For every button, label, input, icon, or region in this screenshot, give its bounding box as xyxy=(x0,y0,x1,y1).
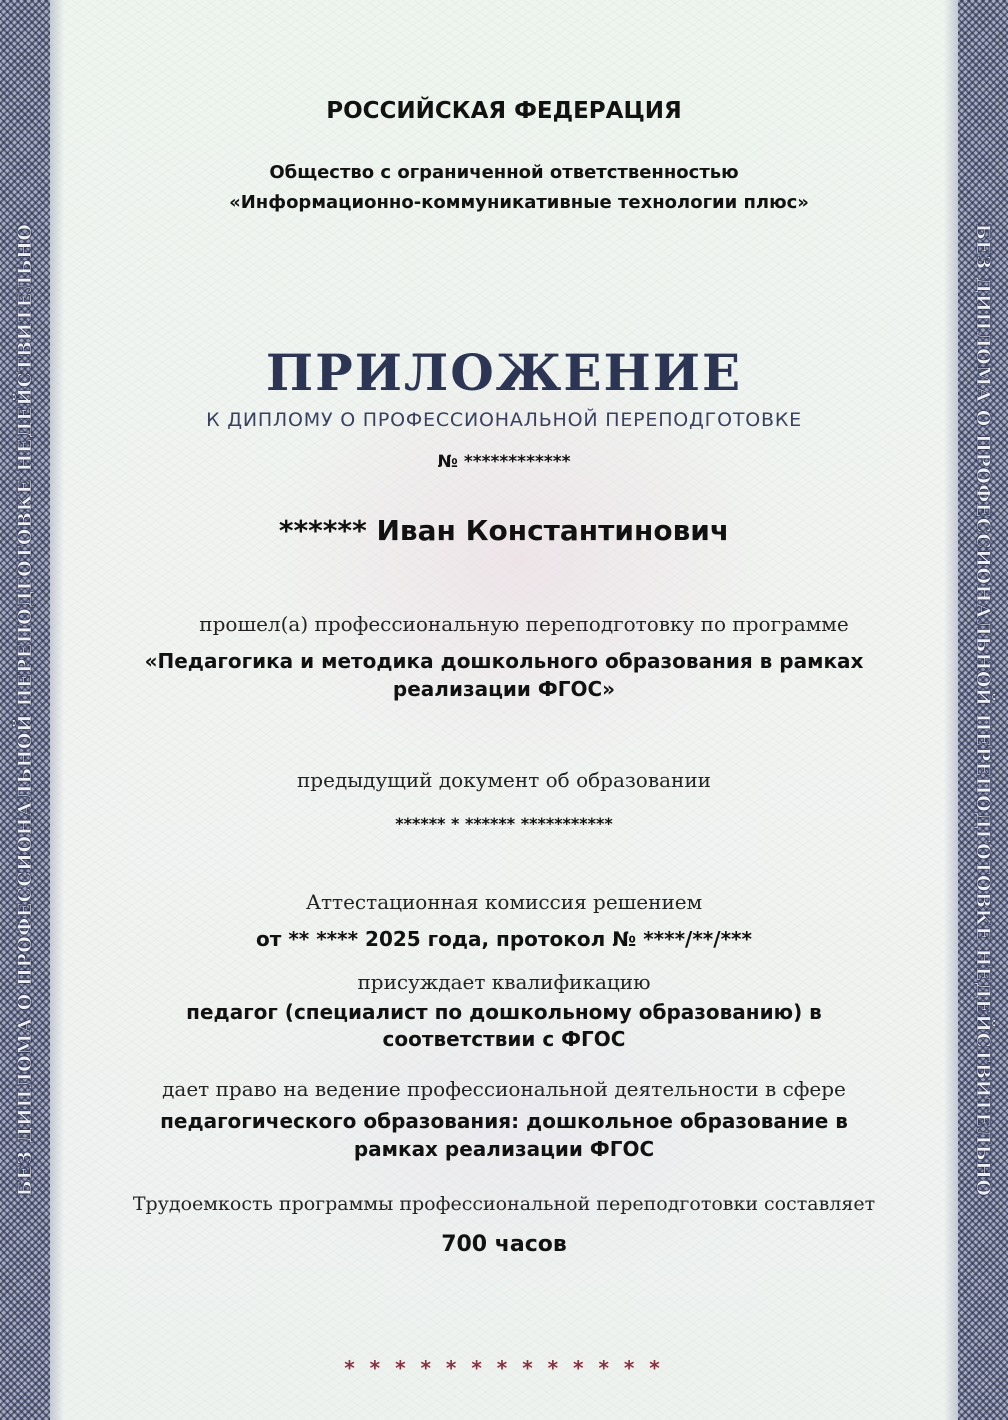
commission-decision: от ** **** 2025 года, протокол № ****/**/*** xyxy=(256,927,752,951)
rights-field-line2: рамках реализации ФГОС xyxy=(353,1137,655,1161)
document-number: № ************ xyxy=(437,452,571,472)
right-border-text: БЕЗ ДИПЛОМА О ПРОФЕССИОНАЛЬНОЙ ПЕРЕПОДГОТОВКЕ НЕДЕЙСТВИТЕЛЬНО xyxy=(972,223,994,1197)
program-intro: прошел(а) профессиональную переподготовку по программе xyxy=(199,612,849,636)
footer-serial: * * * * * * * * * * * * * xyxy=(344,1356,664,1380)
rights-intro: дает право на ведение профессиональной деятельности в сфере xyxy=(162,1077,846,1101)
document-subtitle: К ДИПЛОМУ О ПРОФЕССИОНАЛЬНОЙ ПЕРЕПОДГОТОВКЕ xyxy=(206,409,802,431)
awards-label: присуждает квалификацию xyxy=(357,970,651,994)
qualification-line1: педагог (специалист по дошкольному образованию) в xyxy=(186,1000,822,1024)
program-name-line2: реализации ФГОС» xyxy=(392,677,616,701)
hours-intro: Трудоемкость программы профессиональной переподготовки составляет xyxy=(132,1193,876,1215)
rights-field-line1: педагогического образования: дошкольное образование в xyxy=(160,1109,848,1133)
previous-doc-label: предыдущий документ об образовании xyxy=(296,768,712,792)
hours-value: 700 часов xyxy=(441,1232,567,1257)
left-border-text: БЕЗ ДИПЛОМА О ПРОФЕССИОНАЛЬНОЙ ПЕРЕПОДГОТОВКЕ НЕДЕЙСТВИТЕЛЬНО xyxy=(14,223,36,1197)
org-type-line: Общество с ограниченной ответственностью xyxy=(269,162,739,183)
previous-doc-value: ****** * ****** *********** xyxy=(395,814,613,833)
country-heading: РОССИЙСКАЯ ФЕДЕРАЦИЯ xyxy=(326,98,682,124)
org-name-line: «Информационно-коммуникативные технологии плюс» xyxy=(229,192,809,213)
commission-intro: Аттестационная комиссия решением xyxy=(305,890,703,914)
holder-name: ****** Иван Константинович xyxy=(278,514,730,547)
qualification-line2: соответствии с ФГОС xyxy=(382,1027,626,1051)
program-name-line1: «Педагогика и методика дошкольного образования в рамках xyxy=(144,649,864,673)
document-title: ПРИЛОЖЕНИЕ xyxy=(265,343,743,402)
